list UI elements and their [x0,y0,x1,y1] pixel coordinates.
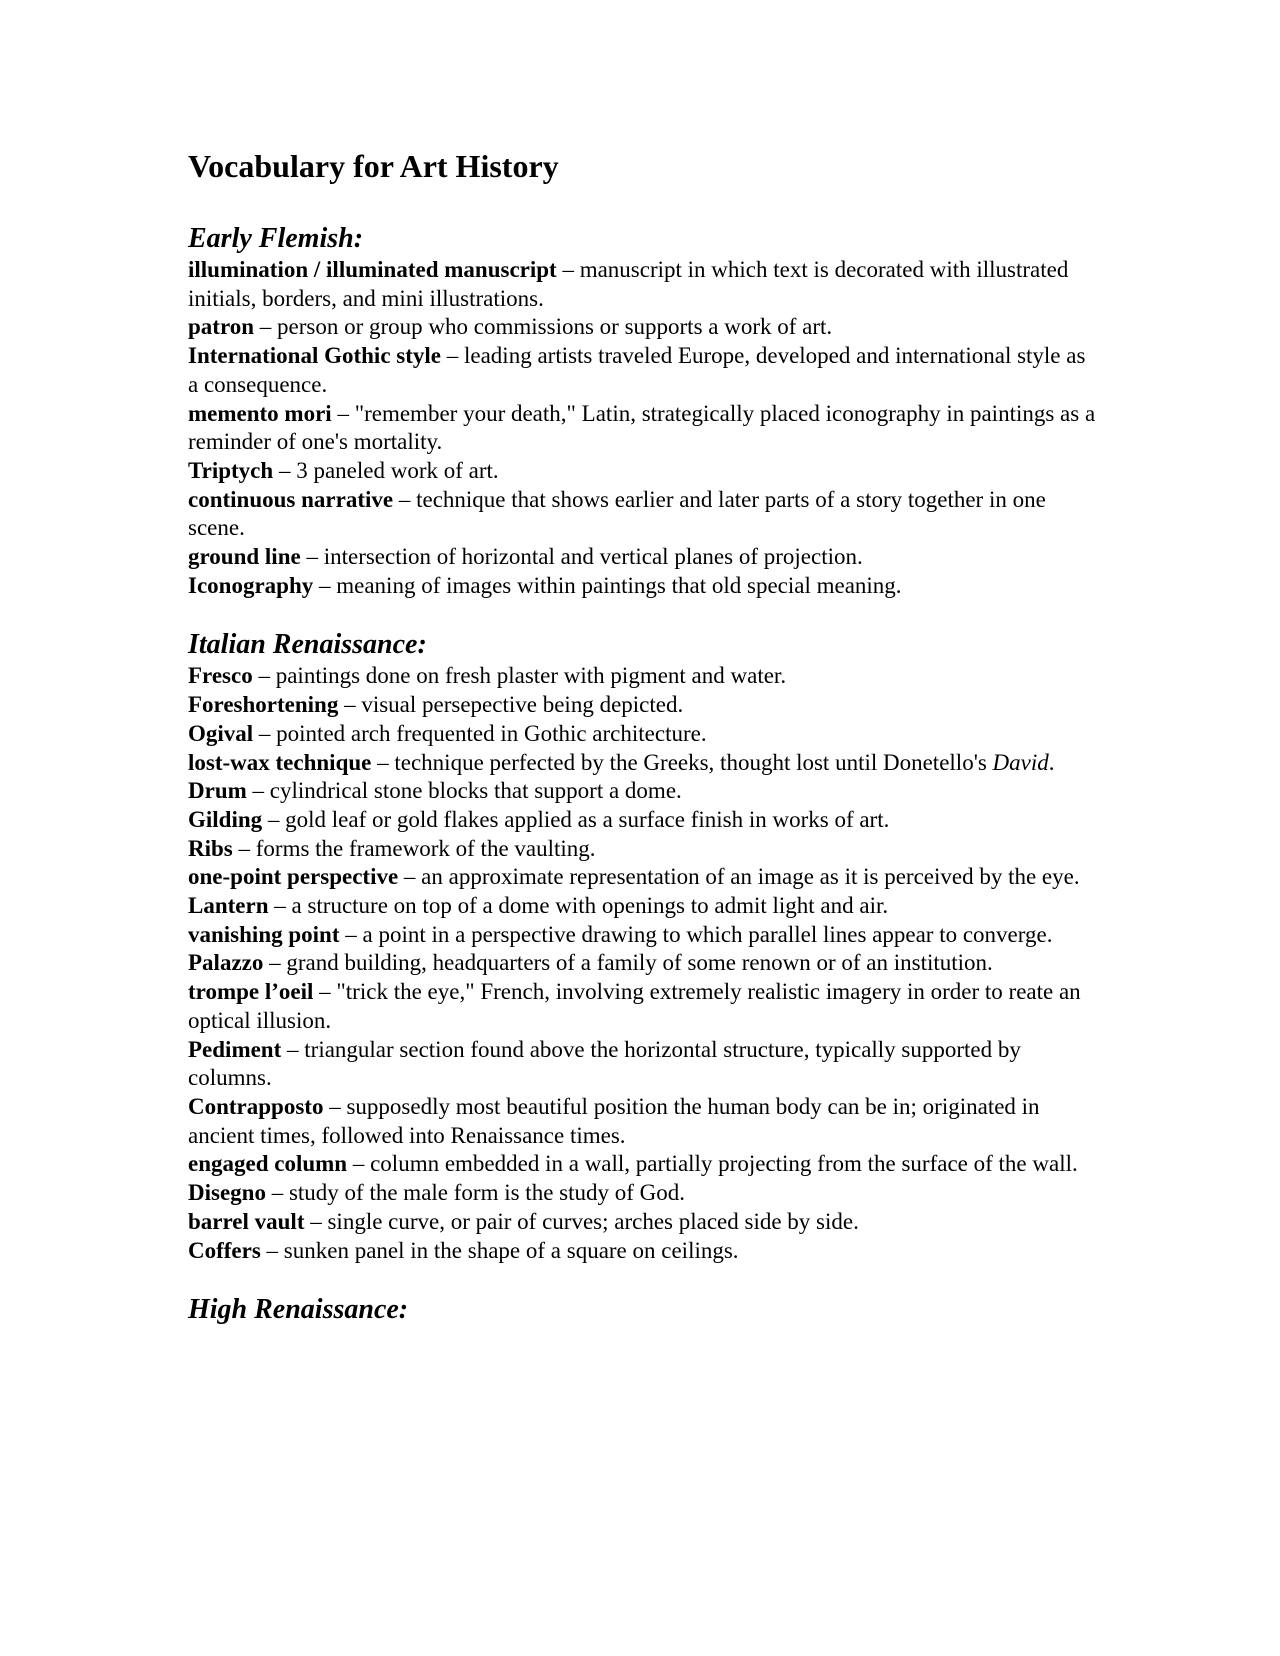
vocabulary-term: Lantern [188,893,269,919]
vocabulary-entry [188,921,1100,950]
vocabulary-definition: meaning of images within paintings that old special meaning. [336,572,902,598]
vocabulary-definition: technique perfected by the Greeks, thought lost until Donetello's [394,749,993,775]
vocabulary-definition: column embedded in a wall, partially projecting from the surface of the wall. [370,1151,1078,1177]
section-heading: Early Flemish: [188,223,364,254]
term-separator: – [300,544,324,570]
vocabulary-definition: 3 paneled work of art. [296,457,499,483]
vocabulary-term: Palazzo [188,950,264,976]
vocabulary-term: lost-wax technique [188,749,372,775]
term-separator: – [260,1237,284,1263]
vocabulary-term: Disegno [188,1180,266,1206]
vocabulary-term: vanishing point [188,921,340,947]
term-separator: – [398,864,422,890]
term-separator: – [262,806,286,832]
vocabulary-term: Drum [188,778,247,804]
vocabulary-entry [188,777,1100,806]
vocabulary-entry [188,400,1100,457]
vocabulary-entry [188,1093,1100,1150]
vocabulary-term: ground line [188,544,301,570]
vocabulary-definition: triangular section found above the horizontal structure, typically supported by columns. [188,1036,1021,1091]
vocabulary-definition: "remember your death," Latin, strategically placed iconography in paintings as a reminder of one's mortality. [188,400,1096,455]
vocabulary-definition: visual persepective being depicted. [361,692,684,718]
vocabulary-definition: grand building, headquarters of a family of some renown or of an institution. [286,950,993,976]
vocabulary-entry [188,1150,1100,1179]
term-separator: – [393,486,417,512]
term-separator: – [323,1093,347,1119]
document-page [188,146,1100,1355]
vocabulary-entry [188,662,1100,691]
vocabulary-entry [188,1208,1100,1237]
vocabulary-entry [188,543,1100,572]
section [188,1293,1100,1327]
vocabulary-definition: single curve, or pair of curves; arches placed side by side. [327,1208,859,1234]
section-heading: Italian Renaissance: [188,629,427,661]
vocabulary-term: continuous narrative [188,486,394,512]
vocabulary-term: engaged column [188,1151,348,1177]
term-separator: – [313,572,337,598]
vocabulary-entry [188,1237,1100,1266]
vocabulary-term: Contrapposto [188,1093,324,1119]
vocabulary-entry [188,691,1100,720]
vocabulary-term: Gilding [188,806,263,832]
vocabulary-entry [188,1036,1100,1093]
vocabulary-term: Ribs [188,835,233,861]
section [188,628,1100,1265]
vocabulary-definition: study of the male form is the study of God. [288,1180,686,1206]
vocabulary-entry [188,256,1100,313]
vocabulary-definition: sunken panel in the shape of a square on ceilings. [283,1237,739,1263]
vocabulary-definition: leading artists traveled Europe, developed and international style as a consequence. [188,343,1086,397]
vocabulary-term: Triptych [188,457,274,483]
vocabulary-entry [188,978,1100,1035]
term-separator: – [338,692,362,718]
term-separator: – [232,835,256,861]
term-separator: – [441,343,464,369]
term-separator: – [281,1036,305,1062]
term-separator: – [268,893,292,919]
vocabulary-term: memento mori [188,400,332,426]
vocabulary-list [188,662,1100,1265]
term-separator: – [339,921,363,947]
term-separator: – [304,1208,328,1234]
term-separator: – [371,749,395,775]
vocabulary-list [188,256,1100,600]
vocabulary-entry [188,572,1100,601]
vocabulary-term: trompe l’oeil [188,979,314,1005]
vocabulary-entry [188,863,1100,892]
vocabulary-definition: a point in a perspective drawing to which parallel lines appear to converge. [362,921,1053,947]
term-separator: – [273,457,297,483]
term-separator: – [246,778,270,804]
vocabulary-definition: an approximate representation of an image as it is perceived by the eye. [421,864,1080,890]
term-separator: – [253,720,277,746]
vocabulary-entry [188,892,1100,921]
vocabulary-definition: cylindrical stone blocks that support a dome. [269,778,682,804]
vocabulary-definition: technique that shows earlier and later parts of a story together in one scene. [188,486,1046,541]
vocabulary-entry [188,949,1100,978]
vocabulary-term: Pediment [188,1036,282,1062]
vocabulary-entry [188,1179,1100,1208]
section [188,222,1100,600]
term-separator: – [347,1151,371,1177]
sections-container [188,222,1100,1327]
vocabulary-definition: paintings done on fresh plaster with pigment and water. [275,663,787,689]
vocabulary-term: Ogival [188,720,254,746]
vocabulary-definition: forms the framework of the vaulting. [255,835,596,861]
vocabulary-term: one-point perspective [188,864,399,890]
section-heading: High Renaissance: [188,1294,409,1326]
vocabulary-term: Iconography [188,572,314,598]
vocabulary-term: patron [188,314,255,340]
term-separator: – [556,257,580,282]
vocabulary-entry [188,313,1100,342]
vocabulary-entry [188,806,1100,835]
definition-tail: . [1048,749,1055,775]
vocabulary-entry [188,720,1100,749]
vocabulary-definition: a structure on top of a dome with openings to admit light and air. [291,893,889,919]
term-separator: – [331,400,355,426]
vocabulary-term: Foreshortening [188,692,339,718]
vocabulary-entry [188,486,1100,543]
vocabulary-definition: gold leaf or gold flakes applied as a surface finish in works of art. [285,806,890,832]
vocabulary-definition: intersection of horizontal and vertical planes of projection. [323,544,863,570]
vocabulary-term: International Gothic style [188,343,441,369]
vocabulary-definition: "trick the eye," French, involving extremely realistic imagery in order to reate an optical illusion. [188,979,1081,1033]
term-separator: – [254,314,278,340]
vocabulary-term: Coffers [188,1237,261,1263]
vocabulary-entry [188,749,1100,778]
vocabulary-term: barrel vault [188,1208,305,1234]
term-separator: – [313,979,337,1005]
vocabulary-term: illumination / illuminated manuscript [188,257,557,282]
term-separator: – [265,1180,289,1206]
italic-title: David [992,749,1049,775]
vocabulary-definition: supposedly most beautiful position the human body can be in; originated in ancient times, followed into Renaissance times. [188,1093,1040,1148]
vocabulary-term: Fresco [188,663,253,689]
vocabulary-entry [188,342,1100,399]
page-title: Vocabulary for Art History [188,148,559,184]
vocabulary-definition: pointed arch frequented in Gothic architecture. [276,720,707,746]
term-separator: – [252,663,276,689]
vocabulary-definition: manuscript in which text is decorated with illustrated initials, borders, and mini illustrations. [188,257,1069,311]
vocabulary-entry [188,835,1100,864]
vocabulary-entry [188,457,1100,486]
vocabulary-definition: person or group who commissions or supports a work of art. [277,314,833,340]
term-separator: – [263,950,287,976]
